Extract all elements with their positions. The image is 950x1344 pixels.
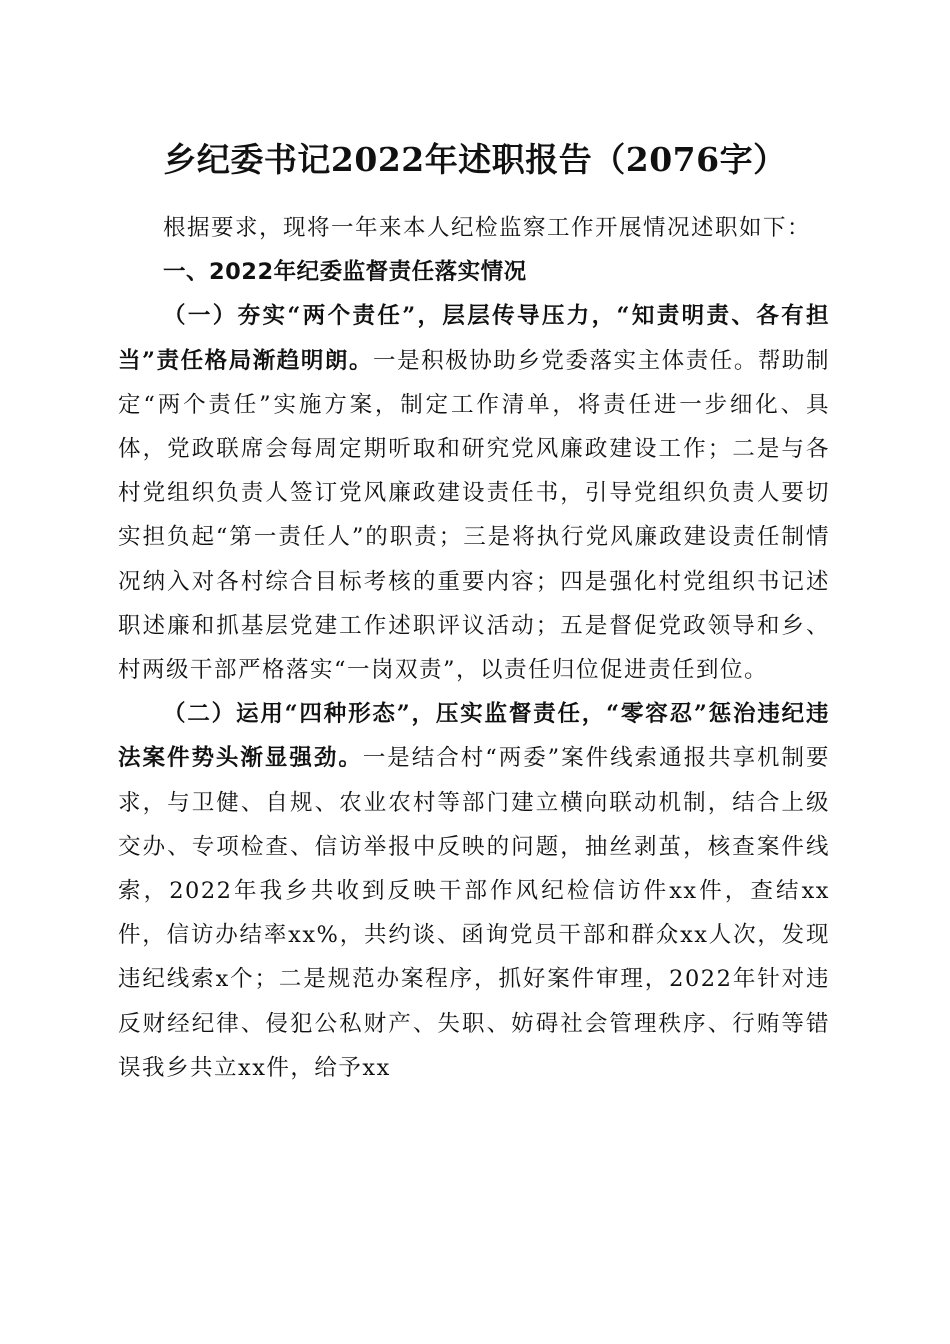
paragraph-1 [118, 294, 830, 692]
document-body [118, 206, 830, 1090]
paragraph-1-lead: （一）夯实“两个责任”，层层传导压力，“知责明责、各有担当”责任格局渐趋明朗。 [118, 303, 830, 374]
paragraph-2 [118, 692, 830, 1090]
paragraph-2-body: 一是结合村“两委”案件线索通报共享机制要求，与卫健、自规、农业农村等部门建立横向联动机制，结合上级交办、专项检查、信访举报中反映的问题，抽丝剥茧，核查案件线索，2022年我乡共收到反映干部作风纪检信访件xx件，查结xx件，信访办结率xx%，共约谈、函询党员干部和群众xx人次，发现违纪线索x个；二是规范办案程序，抓好案件审理，2022年针对违反财经纪律、侵犯公私财产、失职、妨碍社会管理秩序、行贿等错误我乡共立xx件，给予xx [118, 745, 830, 1081]
paragraph-2-lead: （二）运用“四种形态”，压实监督责任，“零容忍”惩治违纪违法案件势头渐显强劲。 [118, 701, 830, 772]
section-heading: 一、2022年纪委监督责任落实情况 [163, 259, 527, 286]
intro-paragraph: 根据要求，现将一年来本人纪检监察工作开展情况述职如下： [163, 215, 812, 241]
paragraph-1-body: 一是积极协助乡党委落实主体责任。帮助制定“两个责任”实施方案，制定工作清单，将责任进一步细化、具体，党政联席会每周定期听取和研究党风廉政建设工作；二是与各村党组织负责人签订党风廉政建设责任书，引导党组织负责人要切实担负起“第一责任人”的职责；三是将执行党风廉政建设责任制情况纳入对各村综合目标考核的重要内容；四是强化村党组织书记述职述廉和抓基层党建工作述职评议活动；五是督促党政领导和乡、村两级干部严格落实“一岗双责”，以责任归位促进责任到位。 [118, 347, 830, 684]
document-title: 乡纪委书记2022年述职报告（2076字） [163, 140, 787, 179]
